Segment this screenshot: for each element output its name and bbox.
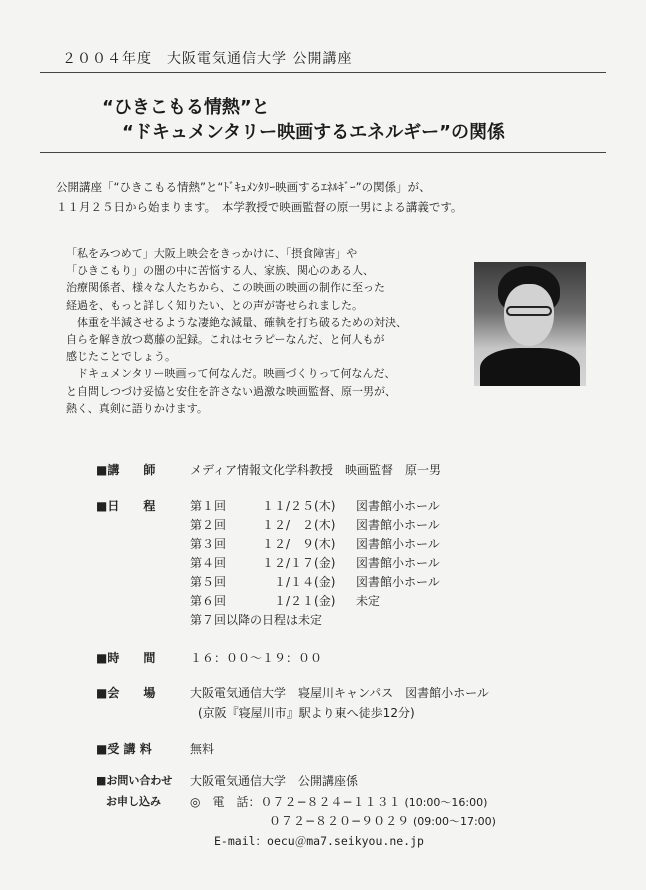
- phone-row-1: [190, 793, 487, 810]
- lecturer-label: ■講 師: [96, 463, 156, 477]
- schedule-row: [190, 554, 440, 571]
- body-paragraph: [66, 245, 407, 417]
- venue-label: ■会 場: [96, 686, 156, 700]
- portrait-glasses: [506, 306, 552, 316]
- lecturer-value: メディア情報文化学科教授 映画監督 原一男: [190, 463, 442, 477]
- phone-hours-1: (10:00〜16:00): [404, 796, 488, 809]
- intro-line-2: １１月２５日から始まります。 本学教授で映画監督の原一男による講義です。: [56, 200, 463, 214]
- body-line: ドキュメンタリー映画って何なんだ。映画づくりって何なんだ、: [77, 367, 396, 381]
- email-address[interactable]: E-mail：oecu＠ma7.seikyou.ne.jp: [214, 834, 424, 848]
- schedule-date: １２/１７(金): [262, 556, 336, 570]
- body-line: 経過を、もっと詳しく知りたい、との声が寄せられました。: [66, 298, 363, 312]
- portrait-body: [480, 348, 580, 386]
- time-value: １６：００〜１９：００: [190, 651, 323, 665]
- body-line: 自らを解き放つ葛藤の記録。これはセラピーなんだ、と何人もが: [66, 333, 385, 347]
- body-line: 「私をみつめて」大阪上映会をきっかけに、「摂食障害」や: [66, 247, 358, 260]
- schedule-row: [190, 535, 440, 552]
- schedule-place: 図書館小ホール: [356, 499, 440, 513]
- schedule-date: １/１４(金): [262, 575, 336, 589]
- apply-label: お申し込み: [106, 795, 161, 808]
- schedule-row: [190, 516, 440, 533]
- title-line-1: “ひきこもる情熱”と: [102, 97, 270, 118]
- schedule-note: 第７回以降の日程は未定: [190, 613, 323, 627]
- schedule-no: 第６回: [190, 594, 227, 608]
- title-line-2: “ドキュメンタリー映画するエネルギー”の関係: [122, 122, 505, 143]
- schedule-place: 図書館小ホール: [356, 537, 440, 551]
- schedule-place: 未定: [356, 594, 381, 608]
- schedule-date: １２/ ９(木): [262, 537, 336, 551]
- body-line: と自問しつづけ妥協と安住を許さない過激な映画監督、原一男が、: [66, 384, 396, 398]
- fee-value: 無料: [190, 742, 215, 756]
- portrait-photo: [474, 262, 586, 386]
- schedule-no: 第１回: [190, 499, 227, 513]
- contact-org: 大阪電気通信大学 公開講座係: [190, 774, 359, 788]
- intro-line-1: 公開講座「“ひきこもる情熱”と“ﾄﾞｷｭﾒﾝﾀﾘｰ映画するｴﾈﾙｷﾞｰ”の関係」が、: [56, 180, 431, 194]
- body-line: 体重を半減させるような凄絶な減量、確執を打ち破るための対決、: [77, 315, 407, 329]
- body-line: 熱く、真剣に語りかけます。: [66, 401, 208, 415]
- schedule-label: ■日 程: [96, 499, 156, 513]
- schedule-no: 第５回: [190, 575, 227, 589]
- venue-access: (京阪『寝屋川市』駅より東へ徒歩12分): [198, 706, 415, 720]
- venue-value: 大阪電気通信大学 寝屋川キャンパス 図書館小ホール: [190, 686, 489, 700]
- time-label: ■時 間: [96, 651, 156, 665]
- schedule-place: 図書館小ホール: [356, 575, 440, 589]
- contact-label: ■お問い合わせ: [96, 774, 173, 787]
- fee-label: ■受 講 料: [96, 742, 152, 756]
- schedule-date: １/２１(金): [262, 594, 336, 608]
- phone-prefix: ◎ 電 話：: [190, 795, 261, 809]
- phone-number-2[interactable]: ０７２−８２０−９０２９: [269, 814, 410, 828]
- body-line: 治療関係者、様々な人たちから、この映画の映画の制作に至った: [66, 281, 385, 295]
- top-rule: [40, 72, 606, 73]
- intro-paragraph: [56, 177, 462, 217]
- schedule-no: 第３回: [190, 537, 227, 551]
- body-line: 感じたことでしょう。: [66, 350, 176, 364]
- schedule-no: 第４回: [190, 556, 227, 570]
- title-rule: [40, 152, 606, 153]
- schedule-row: [190, 592, 380, 609]
- body-line: 「ひきこもり」の闇の中に苦悩する人、家族、関心のある人、: [66, 264, 374, 278]
- schedule-no: 第２回: [190, 518, 227, 532]
- header-year-org: ２００４年度 大阪電気通信大学 公開講座: [62, 51, 353, 67]
- phone-row-2: [269, 812, 496, 829]
- schedule-date: １１/２５(木): [262, 499, 336, 513]
- phone-number-1[interactable]: ０７２−８２４−１１３１: [260, 795, 401, 809]
- schedule-date: １２/ ２(木): [262, 518, 336, 532]
- schedule-row: [190, 497, 440, 514]
- phone-hours-2: (09:00〜17:00): [412, 815, 496, 828]
- schedule-place: 図書館小ホール: [356, 518, 440, 532]
- schedule-row: [190, 573, 440, 590]
- schedule-place: 図書館小ホール: [356, 556, 440, 570]
